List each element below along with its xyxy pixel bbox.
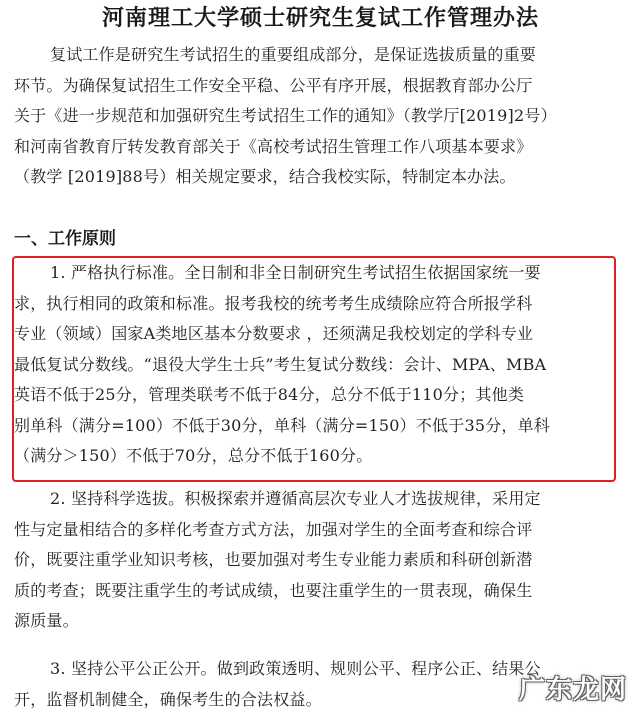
- intro-line: 环节。为确保复试招生工作安全平稳、公平有序开展，根据教育部办公厅: [14, 71, 626, 102]
- intro-line: （教学 [2019]88号）相关规定要求，结合我校实际，特制定本办法。: [14, 162, 626, 193]
- principle-2-line: 源质量。: [14, 606, 626, 637]
- principle-2-line: 性与定量相结合的多样化考查方式方法，加强对学生的全面考查和综合评: [14, 515, 626, 546]
- principle-1-line: 英语不低于25分，管理类联考不低于84分，总分不低于110分；其他类: [14, 380, 626, 411]
- intro-paragraph: [14, 40, 626, 193]
- intro-line: 复试工作是研究生考试招生的重要组成部分，是保证选拔质量的重要: [14, 40, 626, 71]
- principle-3-line: 开，监督机制健全，确保考生的合法权益。: [14, 685, 626, 715]
- principle-1-line: 求，执行相同的政策和标准。报考我校的统考考生成绩除应符合所报学科: [14, 289, 626, 320]
- principle-1-line: （满分＞150）不低于70分，总分不低于160分。: [14, 441, 626, 472]
- principle-1-line: 别单科（满分=100）不低于30分，单科（满分=150）不低于35分，单科: [14, 411, 626, 442]
- principle-2-line: 质的考查；既要注重学生的考试成绩，也要注重学生的一贯表现，确保生: [14, 576, 626, 607]
- principle-1-line: 最低复试分数线。“退役大学生士兵”考生复试分数线：会计、MPA、MBA: [14, 350, 626, 381]
- section-heading-principles: 一、工作原则: [14, 224, 116, 254]
- principle-3-line: 3. 坚持公平公正公开。做到政策透明、规则公平、程序公正、结果公: [14, 654, 626, 685]
- document-title: 河南理工大学硕士研究生复试工作管理办法: [0, 4, 641, 34]
- principle-2-paragraph: [14, 484, 626, 637]
- principle-2-line: 价，既要注重学业知识考核，也要加强对考生专业能力素质和科研创新潜: [14, 545, 626, 576]
- principle-1-line: 专业（领域）国家A类地区基本分数要求 ，还须满足我校划定的学科专业: [14, 319, 626, 350]
- watermark: 广东龙网: [519, 669, 627, 706]
- principle-2-line: 2. 坚持科学选拔。积极探索并遵循高层次专业人才选拔规律，采用定: [14, 484, 626, 515]
- intro-line: 关于《进一步规范和加强研究生考试招生工作的通知》（教学厅[2019]2号）: [14, 101, 626, 132]
- intro-line: 和河南省教育厅转发教育部关于《高校考试招生管理工作八项基本要求》: [14, 132, 626, 163]
- principle-1-paragraph: [14, 258, 626, 472]
- principle-1-line: 1. 严格执行标准。全日制和非全日制研究生考试招生依据国家统一要: [14, 258, 626, 289]
